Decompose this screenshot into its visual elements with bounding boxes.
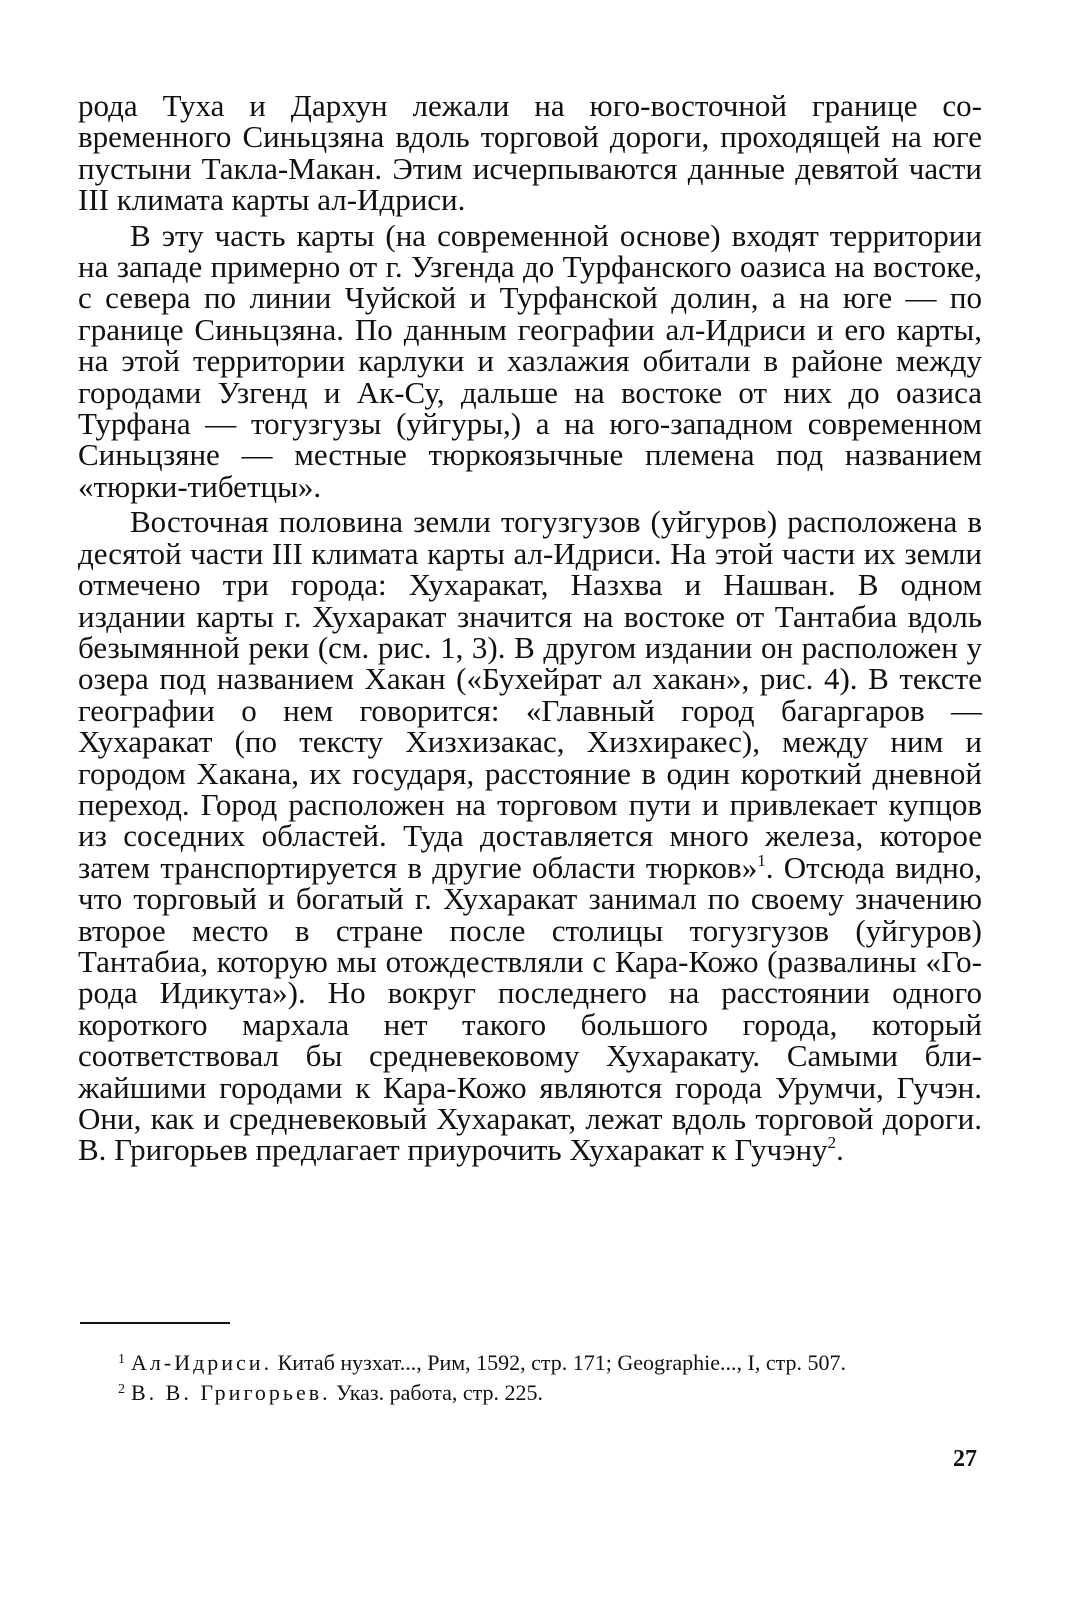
footnote-2-mark: 2 (118, 1382, 125, 1397)
footnote-ref-2[interactable]: 2 (827, 1133, 837, 1153)
footnote-1-text: Китаб нузхат..., Рим, 1592, стр. 171; Geographie..., I, стр. 507. (277, 1350, 846, 1375)
footnote-divider (80, 1322, 230, 1324)
paragraph-1: рода Туха и Дархун лежали на юго-восточной границе современного Синьцзяна вдоль торговой дороги, проходящей на юге пустыни Такла-Макан. Этим исчерпываются данные девятой части III климата карты ал-Идриси. (78, 88, 982, 218)
footnote-ref-1[interactable]: 1 (757, 850, 766, 870)
footnote-1-author: Ал-Идриси. (131, 1350, 273, 1375)
paragraph-end-period: . (836, 1132, 844, 1168)
footnote-2-text: Указ. работа, стр. 225. (336, 1380, 544, 1405)
paragraph-3-continued: Отсюда видно, что торговый и богатый г. Хухаракат занимал по своему значению второе место в стране после столицы тогузгузов (уйгуров) Тантабиа, которую мы отождествляли с Кара-Кожо (развалины «Города Идикута»). Но вокруг последнего на расстоянии одного короткого мархала нет такого большого города, который соответствовал бы средневековому Хухаракату. Самыми ближайшими городами к Кара-Кожо являются города Урумчи, Гучэн. Они, как и средневековый Хухаракат, лежат вдоль торговой дороги. В. Григорьев предлагает приурочить Хухаракат к Гучэну (78, 849, 983, 1168)
footnote-2-author: В. В. Григорьев. (131, 1380, 331, 1405)
footnote-1 (80, 1346, 980, 1376)
page-number: 27 (953, 1446, 977, 1472)
footnotes (80, 1346, 980, 1406)
paragraph-2: В эту часть карты (на современной основе) входят территории на западе примерно от г. Узгенда до Турфанского оазиса на востоке, с севера по линии Чуйской и Турфанской долин, а на юге — по границе Синьцзяна. По данным географии ал-Идриси и его карты, на этой территории карлуки и хазлажия обитали в районе между городами Узгенд и Ак-Су, дальше на востоке от них до оазиса Турфана — тогузгузы (уйгуры,) а на юго-западном современном Синьцзяне — местные тюркоязычные племена под названием «тюрки-тибетцы». (78, 217, 982, 504)
page-body (78, 90, 982, 1166)
paragraph-3-text: Восточная половина земли тогузгузов (уйгуров) расположена в десятой части III климата карты ал-Идриси. На этой части их земли отмечено три города: Хухаракат, Назхва и Нашван. В одном издании карты г. Хухаракат значится на востоке от Тантабиа вдоль безымянной реки (см. рис. 1, 3). В другом издании он расположен у озера под названием Хакан («Бухейрат ал хакан», рис. 4). В тексте географии о нем говорится: «Главный город багаргаров — Хухаракат (по тексту Хизхизакас, Хизхиракес), между ним и городом Хакана, их государя, расстояние в один короткий дневной переход. Город расположен на торговом пути и привлекает купцов из соседних областей. Туда доставляется много железа, которое затем транспортируется в другие области тюрков» (78, 504, 982, 885)
footnote-1-mark: 1 (118, 1352, 125, 1367)
paragraph-3: Восточная половина земли тогузгузов (уйгуров) расположена в десятой части III климата карты ал-Идриси. На этой части их земли отмечено три города: Хухаракат, Назхва и Нашван. В одном издании карты г. Хухаракат значится на востоке от Тантабиа вдоль безымянной реки (см. рис. 1, 3). В другом издании он расположен у озера под названием Хакан («Бухейрат ал хакан», рис. 4). В тексте географии о нем говорится: «Главный город багаргаров — Хухаракат (по тексту Хизхизакас, Хизхиракес), между ним и городом Хакана, их государя, расстояние в один короткий дневной переход. Город расположен на торговом пути и привлекает купцов из соседних областей. Туда доставляется много железа, которое затем транспортируется в другие области тюрков»$^1$. Отсюда видно, что торговый и богатый г. Хухаракат занимал по своему значению второе место в стране после столицы тогузгузов (уйгуров) Тантабиа, которую мы отождествляли с Кара-Кожо (развалины «Города Идикута»). Но вокруг последнего на расстоянии одного короткого мархала нет такого большого города, который соответствовал бы средневековому Хухаракату. Самыми ближайшими городами к Кара-Кожо являются города Урумчи, Гучэн. Они, как и средневековый Хухаракат, лежат вдоль торговой дороги. В. Григорьев предлагает приурочить Хухаракат к Гучэну$^2$. (78, 504, 983, 1168)
footnote-2 (80, 1376, 980, 1406)
